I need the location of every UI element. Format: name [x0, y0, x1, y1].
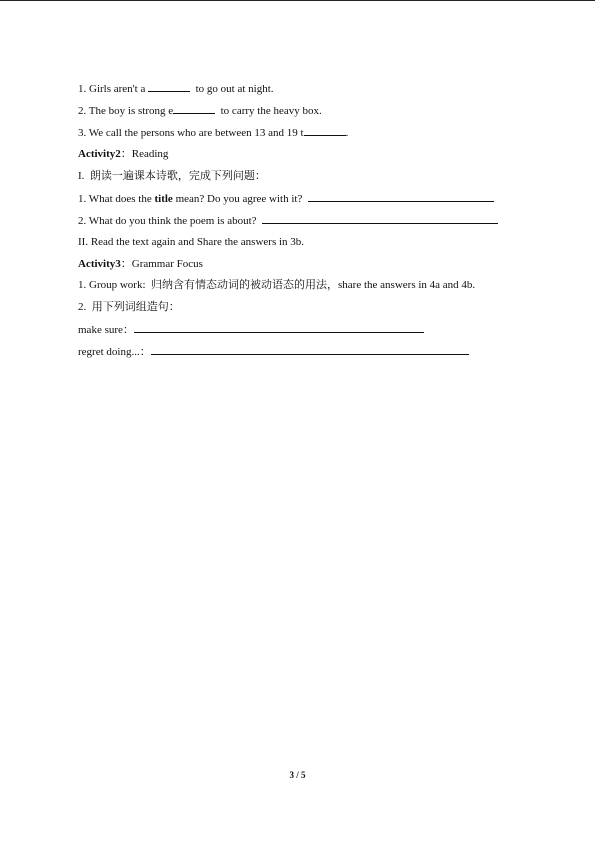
- vocab-q3-blank[interactable]: [304, 125, 346, 136]
- vocab-q1-blank[interactable]: [148, 81, 190, 92]
- activity2-q2-answer-line[interactable]: [262, 213, 498, 224]
- activity3-item-1: 1. Group work: 归纳含有情态动词的被动语态的用法，share the answers in 4a and 4b.: [78, 279, 476, 291]
- vocab-q1-prefix: 1. Girls aren't a: [78, 83, 149, 95]
- vocab-question-1: [78, 81, 274, 96]
- vocab-q3-prefix: 3. We call the persons who are between 13 and 19 t: [78, 127, 304, 139]
- activity2-q1-after: mean? Do you agree with it?: [172, 193, 308, 205]
- page-number: 3 / 5: [289, 770, 306, 780]
- activity2-part2-instruction: II. Read the text again and Share the answers in 3b.: [78, 236, 305, 248]
- activity3-item-2: 2. 用下列词组造句：: [78, 301, 180, 313]
- regret-doing-row: [78, 344, 469, 359]
- activity2-heading: [78, 147, 168, 161]
- make-sure-label: make sure：: [78, 324, 134, 336]
- activity2-label: Activity2: [78, 148, 121, 160]
- regret-doing-label: regret doing...：: [78, 346, 151, 358]
- activity2-title: Reading: [131, 148, 169, 160]
- vocab-q2-suffix: to carry the heavy box.: [215, 105, 322, 117]
- activity2-part1-instruction: I. 朗读一遍课本诗歌，完成下列问题：: [78, 170, 266, 182]
- make-sure-answer-line[interactable]: [134, 322, 424, 333]
- activity2-separator: ：: [120, 148, 132, 160]
- vocab-q3-suffix: .: [345, 127, 349, 139]
- vocab-question-3: [78, 125, 348, 140]
- vocab-q2-blank[interactable]: [173, 103, 215, 114]
- activity3-label: Activity3: [78, 258, 121, 270]
- activity2-q2-text: 2. What do you think the poem is about?: [78, 215, 263, 227]
- vocab-q1-suffix: to go out at night.: [190, 83, 274, 95]
- activity3-title: Grammar Focus: [131, 258, 203, 270]
- make-sure-row: [78, 322, 424, 337]
- activity2-q1-before: 1. What does the: [78, 193, 155, 205]
- activity3-separator: ：: [120, 258, 132, 270]
- header-rule: [0, 0, 595, 1]
- activity2-q1-answer-line[interactable]: [308, 191, 494, 202]
- activity3-heading: [78, 257, 203, 271]
- regret-doing-answer-line[interactable]: [151, 344, 469, 355]
- activity2-question-1: [78, 191, 494, 206]
- vocab-q2-prefix: 2. The boy is strong e: [78, 105, 174, 117]
- vocab-question-2: [78, 103, 322, 118]
- activity2-q1-bold: title: [154, 193, 173, 205]
- activity2-question-2: [78, 213, 498, 228]
